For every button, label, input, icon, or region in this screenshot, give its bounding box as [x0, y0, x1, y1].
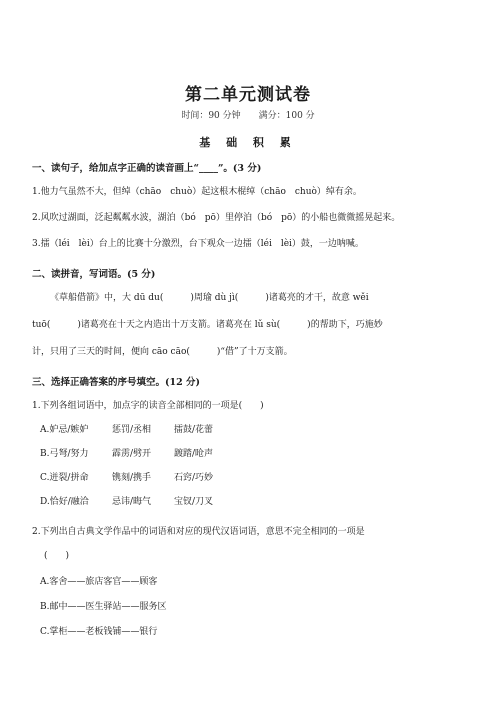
q1-option-c-word-3: 石窍/巧妙: [174, 473, 214, 483]
section2-line-1: 《草船借箭》中，大 dū du( )周瑜 dù jì( )诸葛亮的才干，故意 wěi: [50, 293, 369, 303]
q1-option-b-word-1: B.弓弩/努力: [40, 449, 89, 459]
q1-option-d-word-1: D.恰好/融洽: [40, 497, 89, 507]
q1-option-c-word-2: 镌刻/携手: [112, 473, 152, 483]
q1-option-a-word-2: 惩罚/丞相: [112, 425, 152, 435]
q1-option-a: [40, 422, 213, 435]
section2-line-2: tuō( )诸葛亮在十天之内造出十万支箭。诸葛亮在 lǔ sù( )的帮助下，巧施妙: [32, 320, 383, 330]
q2-answer-paren: ( ): [44, 551, 70, 561]
time-limit: 时间：90 分钟: [181, 111, 241, 121]
q1-option-a-word-1: A.妒忌/嫉妒: [40, 425, 89, 435]
section1-item-2: 2.风吹过湖面，泛起粼粼水波，湖泊（bó pō）里停泊（bó pō）的小船也微微摇晃起来。: [32, 213, 401, 223]
q2-option-c: C.掌柜——老板钱铺——银行: [40, 627, 158, 637]
q2-option-a: A.客舍——旅店客官——顾客: [40, 577, 158, 587]
section1-heading: 一、读句子，给加点字正确的读音画上“____”。(3 分): [32, 163, 262, 174]
section1-item-3: 3.擂（léi lèi）台上的比赛十分激烈，台下观众一边擂（léi lèi）鼓，一边呐喊。: [32, 239, 364, 249]
q1-stem: 1.下列各组词语中，加点字的读音全部相同的一项是( ): [32, 401, 264, 411]
q1-option-c: [40, 470, 213, 483]
q1-option-b: [40, 446, 213, 459]
q2-stem: 2.下列出自古典文学作品中的词语和对应的现代汉语词语，意思不完全相同的一项是: [32, 527, 365, 537]
exam-meta: [0, 108, 496, 121]
full-score: 满分：100 分: [258, 111, 315, 121]
section-subtitle: 基 础 积 累: [199, 136, 297, 149]
section1-item-1: 1.他力气虽然不大，但绰（chāo chuò）起这根木棍绰（chāo chuò）绰有余。: [32, 187, 362, 197]
q1-option-c-word-1: C.迸裂/拼命: [40, 473, 89, 483]
section2-heading: 二、读拼音，写词语。(5 分): [32, 269, 156, 280]
q1-option-b-word-3: 踱踏/呛声: [174, 449, 214, 459]
q2-option-b: B.邮中——医生驿站——服务区: [40, 602, 167, 612]
q1-option-d-word-2: 忌讳/晦气: [112, 497, 152, 507]
q1-option-b-word-2: 霹雳/劈开: [112, 449, 152, 459]
q1-option-d-word-3: 宝钗/刀叉: [174, 497, 214, 507]
q1-option-a-word-3: 擂鼓/花蕾: [174, 425, 214, 435]
q1-option-d: [40, 494, 213, 507]
section2-line-3: 计，只用了三天的时间，便向 cāo cāo( )“借”了十万支箭。: [32, 347, 293, 357]
section3-heading: 三、选择正确答案的序号填空。(12 分): [32, 377, 201, 388]
page-title: 第二单元测试卷: [185, 85, 311, 105]
